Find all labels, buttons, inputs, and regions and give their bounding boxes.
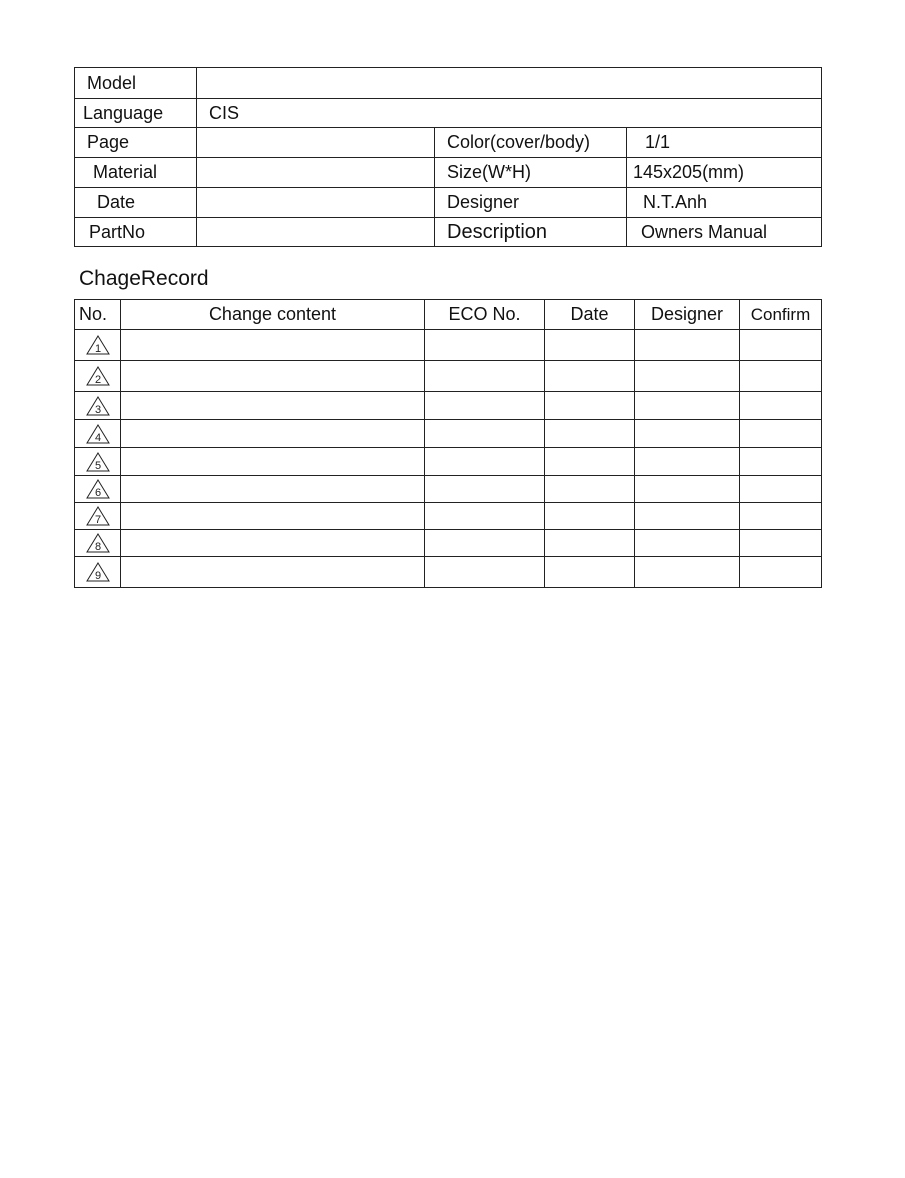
cell-date — [545, 476, 635, 503]
table-row — [75, 330, 822, 361]
cell-eco — [425, 448, 545, 476]
cell-designer — [635, 530, 740, 557]
info-row-language — [75, 99, 822, 128]
revision-number: 8 — [94, 541, 101, 553]
table-row — [75, 530, 822, 557]
cell-eco — [425, 330, 545, 361]
cell-content — [121, 330, 425, 361]
cell-designer — [635, 448, 740, 476]
designer-label: Designer — [435, 188, 627, 218]
partno-label: PartNo — [75, 218, 197, 247]
info-table — [74, 67, 822, 247]
cell-designer — [635, 330, 740, 361]
revision-triangle-icon — [75, 420, 121, 448]
cell-designer — [635, 476, 740, 503]
revision-triangle-icon — [75, 503, 121, 530]
cell-content — [121, 420, 425, 448]
revision-number: 5 — [94, 459, 101, 472]
header-date: Date — [545, 300, 635, 330]
size-label: Size(W*H) — [435, 158, 627, 188]
table-row — [75, 420, 822, 448]
cell-date — [545, 557, 635, 588]
cell-eco — [425, 557, 545, 588]
table-row — [75, 448, 822, 476]
cell-confirm — [740, 448, 822, 476]
cell-designer — [635, 503, 740, 530]
cell-content — [121, 530, 425, 557]
model-label: Model — [75, 68, 197, 99]
description-label: Description — [435, 218, 627, 247]
revision-triangle-icon — [75, 392, 121, 420]
cell-designer — [635, 392, 740, 420]
cell-date — [545, 530, 635, 557]
table-row — [75, 392, 822, 420]
cell-content — [121, 476, 425, 503]
table-row — [75, 557, 822, 588]
cell-date — [545, 361, 635, 392]
page-label: Page — [75, 128, 197, 158]
cell-designer — [635, 557, 740, 588]
info-row-model — [75, 68, 822, 99]
cell-content — [121, 448, 425, 476]
info-row-date — [75, 188, 822, 218]
cell-content — [121, 392, 425, 420]
cell-confirm — [740, 420, 822, 448]
change-record-table — [74, 299, 822, 588]
cell-confirm — [740, 503, 822, 530]
info-row-material — [75, 158, 822, 188]
cell-designer — [635, 361, 740, 392]
revision-triangle-icon — [75, 530, 121, 557]
revision-number: 7 — [94, 514, 101, 526]
revision-number: 3 — [94, 403, 101, 416]
revision-triangle-icon — [75, 476, 121, 503]
material-label: Material — [75, 158, 197, 188]
header-eco-no: ECO No. — [425, 300, 545, 330]
cell-content — [121, 503, 425, 530]
cell-confirm — [740, 557, 822, 588]
date-value — [197, 188, 435, 218]
revision-triangle-icon — [75, 448, 121, 476]
cell-eco — [425, 530, 545, 557]
partno-value — [197, 218, 435, 247]
model-value — [197, 68, 822, 99]
color-label: Color(cover/body) — [435, 128, 627, 158]
info-row-partno — [75, 218, 822, 247]
cell-date — [545, 420, 635, 448]
cell-confirm — [740, 330, 822, 361]
header-change-content: Change content — [121, 300, 425, 330]
cell-designer — [635, 420, 740, 448]
cell-eco — [425, 503, 545, 530]
cell-eco — [425, 361, 545, 392]
description-value: Owners Manual — [627, 218, 822, 247]
designer-value: N.T.Anh — [627, 188, 822, 218]
cell-eco — [425, 392, 545, 420]
revision-triangle-icon — [75, 361, 121, 392]
cell-confirm — [740, 530, 822, 557]
revision-number: 9 — [94, 570, 101, 582]
header-confirm: Confirm — [740, 300, 822, 330]
cell-date — [545, 448, 635, 476]
revision-number: 6 — [94, 487, 101, 499]
cell-content — [121, 557, 425, 588]
revision-triangle-icon — [75, 557, 121, 588]
table-row — [75, 476, 822, 503]
date-label: Date — [75, 188, 197, 218]
cell-date — [545, 392, 635, 420]
table-row — [75, 503, 822, 530]
language-label: Language — [75, 99, 197, 128]
cell-eco — [425, 420, 545, 448]
language-value: CIS — [197, 99, 822, 128]
size-value: 145x205(mm) — [627, 158, 822, 188]
change-record-header — [75, 300, 822, 330]
page-value — [197, 128, 435, 158]
table-row — [75, 361, 822, 392]
cell-confirm — [740, 392, 822, 420]
material-value — [197, 158, 435, 188]
color-value: 1/1 — [627, 128, 822, 158]
revision-number: 2 — [94, 374, 101, 386]
cell-date — [545, 330, 635, 361]
revision-number: 4 — [94, 431, 101, 444]
cell-date — [545, 503, 635, 530]
revision-triangle-icon — [75, 330, 121, 361]
cell-content — [121, 361, 425, 392]
header-no: No. — [75, 300, 121, 330]
cell-eco — [425, 476, 545, 503]
change-record-title: ChageRecord — [79, 267, 209, 290]
info-row-page — [75, 128, 822, 158]
revision-number: 1 — [94, 343, 101, 355]
header-designer: Designer — [635, 300, 740, 330]
cell-confirm — [740, 361, 822, 392]
cell-confirm — [740, 476, 822, 503]
